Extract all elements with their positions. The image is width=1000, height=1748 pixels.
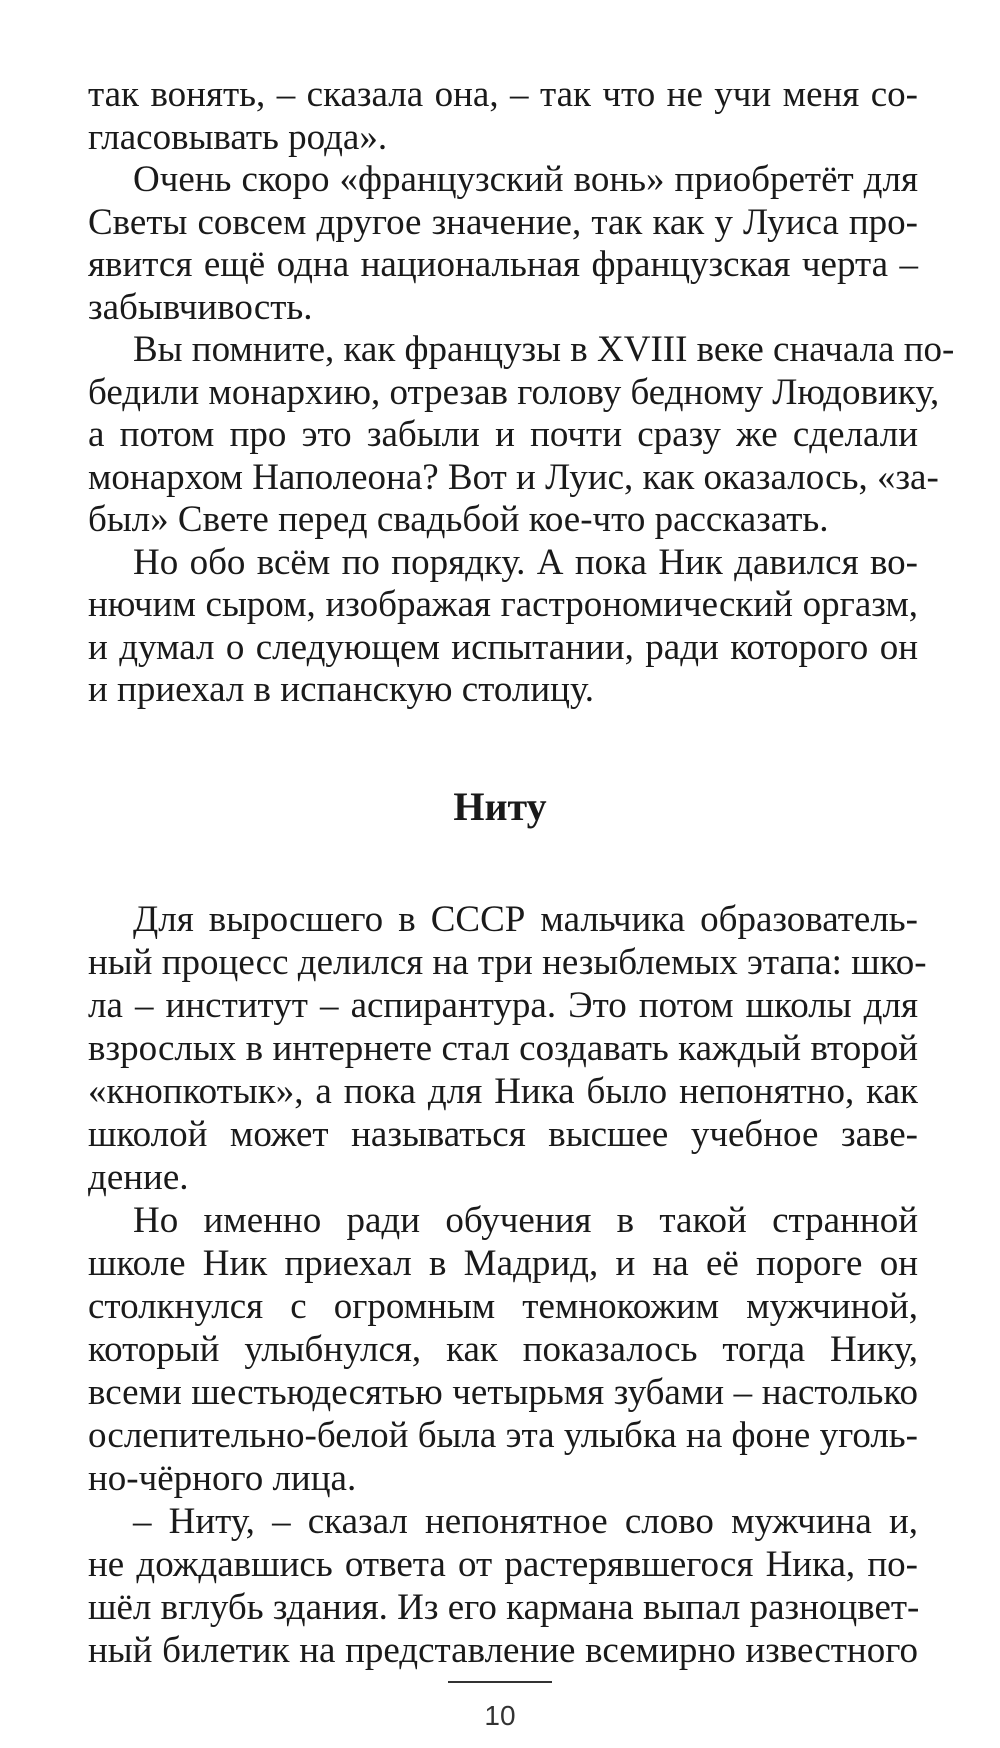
text-line: Светы совсем другое значение, так как у Луиса про- (88, 202, 918, 243)
text-line: не дождавшись ответа от растерявшегося Ника, по- (88, 1544, 918, 1585)
text-line: шёл вглубь здания. Из его кармана выпал разноцвет- (88, 1587, 920, 1628)
text-line: Вы помните, как французы в XVIII веке сначала по- (133, 329, 955, 370)
text-line: бедили монархию, отрезав голову бедному Людовику, (88, 372, 940, 413)
text-line: и думал о следующем испытании, ради которого он (88, 627, 918, 668)
text-line: Очень скоро «французский вонь» приобретёт для (133, 159, 918, 200)
text-line: так вонять, – сказала она, – так что не учи меня со- (88, 74, 918, 115)
text-line: ный процесс делился на три незыблемых этапа: шко- (88, 942, 927, 983)
text-line: ослепительно-белой была эта улыбка на фоне уголь- (88, 1415, 918, 1456)
text-line: дение. (88, 1157, 189, 1198)
text-line: всеми шестьюдесятью четырьмя зубами – настолько (88, 1372, 918, 1413)
text-line: «кнопкотык», а пока для Ника было непонятно, как (88, 1071, 918, 1112)
text-line: но-чёрного лица. (88, 1458, 357, 1499)
text-line: который улыбнулся, как показалось тогда Нику, (88, 1329, 918, 1370)
page-number: 10 (484, 1700, 516, 1731)
text-line: явится ещё одна национальная французская черта – (88, 244, 918, 285)
text-line: Но именно ради обучения в такой странной (133, 1200, 918, 1241)
text-line: столкнулся с огромным темнокожим мужчиной, (88, 1286, 918, 1327)
text-line: школой может называться высшее учебное заве- (88, 1114, 918, 1155)
text-line: ла – институт – аспирантура. Это потом школы для (88, 985, 918, 1026)
text-line: забывчивость. (88, 287, 313, 328)
text-line: ный билетик на представление всемирно известного (88, 1630, 918, 1671)
text-line: был» Свете перед свадьбой кое-что рассказать. (88, 499, 829, 540)
text-line: монархом Наполеона? Вот и Луис, как оказалось, «за- (88, 457, 939, 498)
text-line: Но обо всём по порядку. А пока Ник давился во- (133, 542, 918, 583)
text-line: и приехал в испанскую столицу. (88, 669, 595, 710)
text-line: Для выросшего в СССР мальчика образователь- (133, 899, 918, 940)
text-line: а потом про это забыли и почти сразу же сделали (88, 414, 918, 455)
text-line: нючим сыром, изображая гастрономический оргазм, (88, 584, 918, 625)
text-line: – Ниту, – сказал непонятное слово мужчина и, (133, 1501, 918, 1542)
text-line: взрослых в интернете стал создавать каждый второй (88, 1028, 918, 1069)
chapter-heading: Ниту (453, 784, 547, 829)
footer-rule (448, 1681, 552, 1683)
text-line: школе Ник приехал в Мадрид, и на её пороге он (88, 1243, 918, 1284)
text-line: гласовывать рода». (88, 117, 388, 158)
